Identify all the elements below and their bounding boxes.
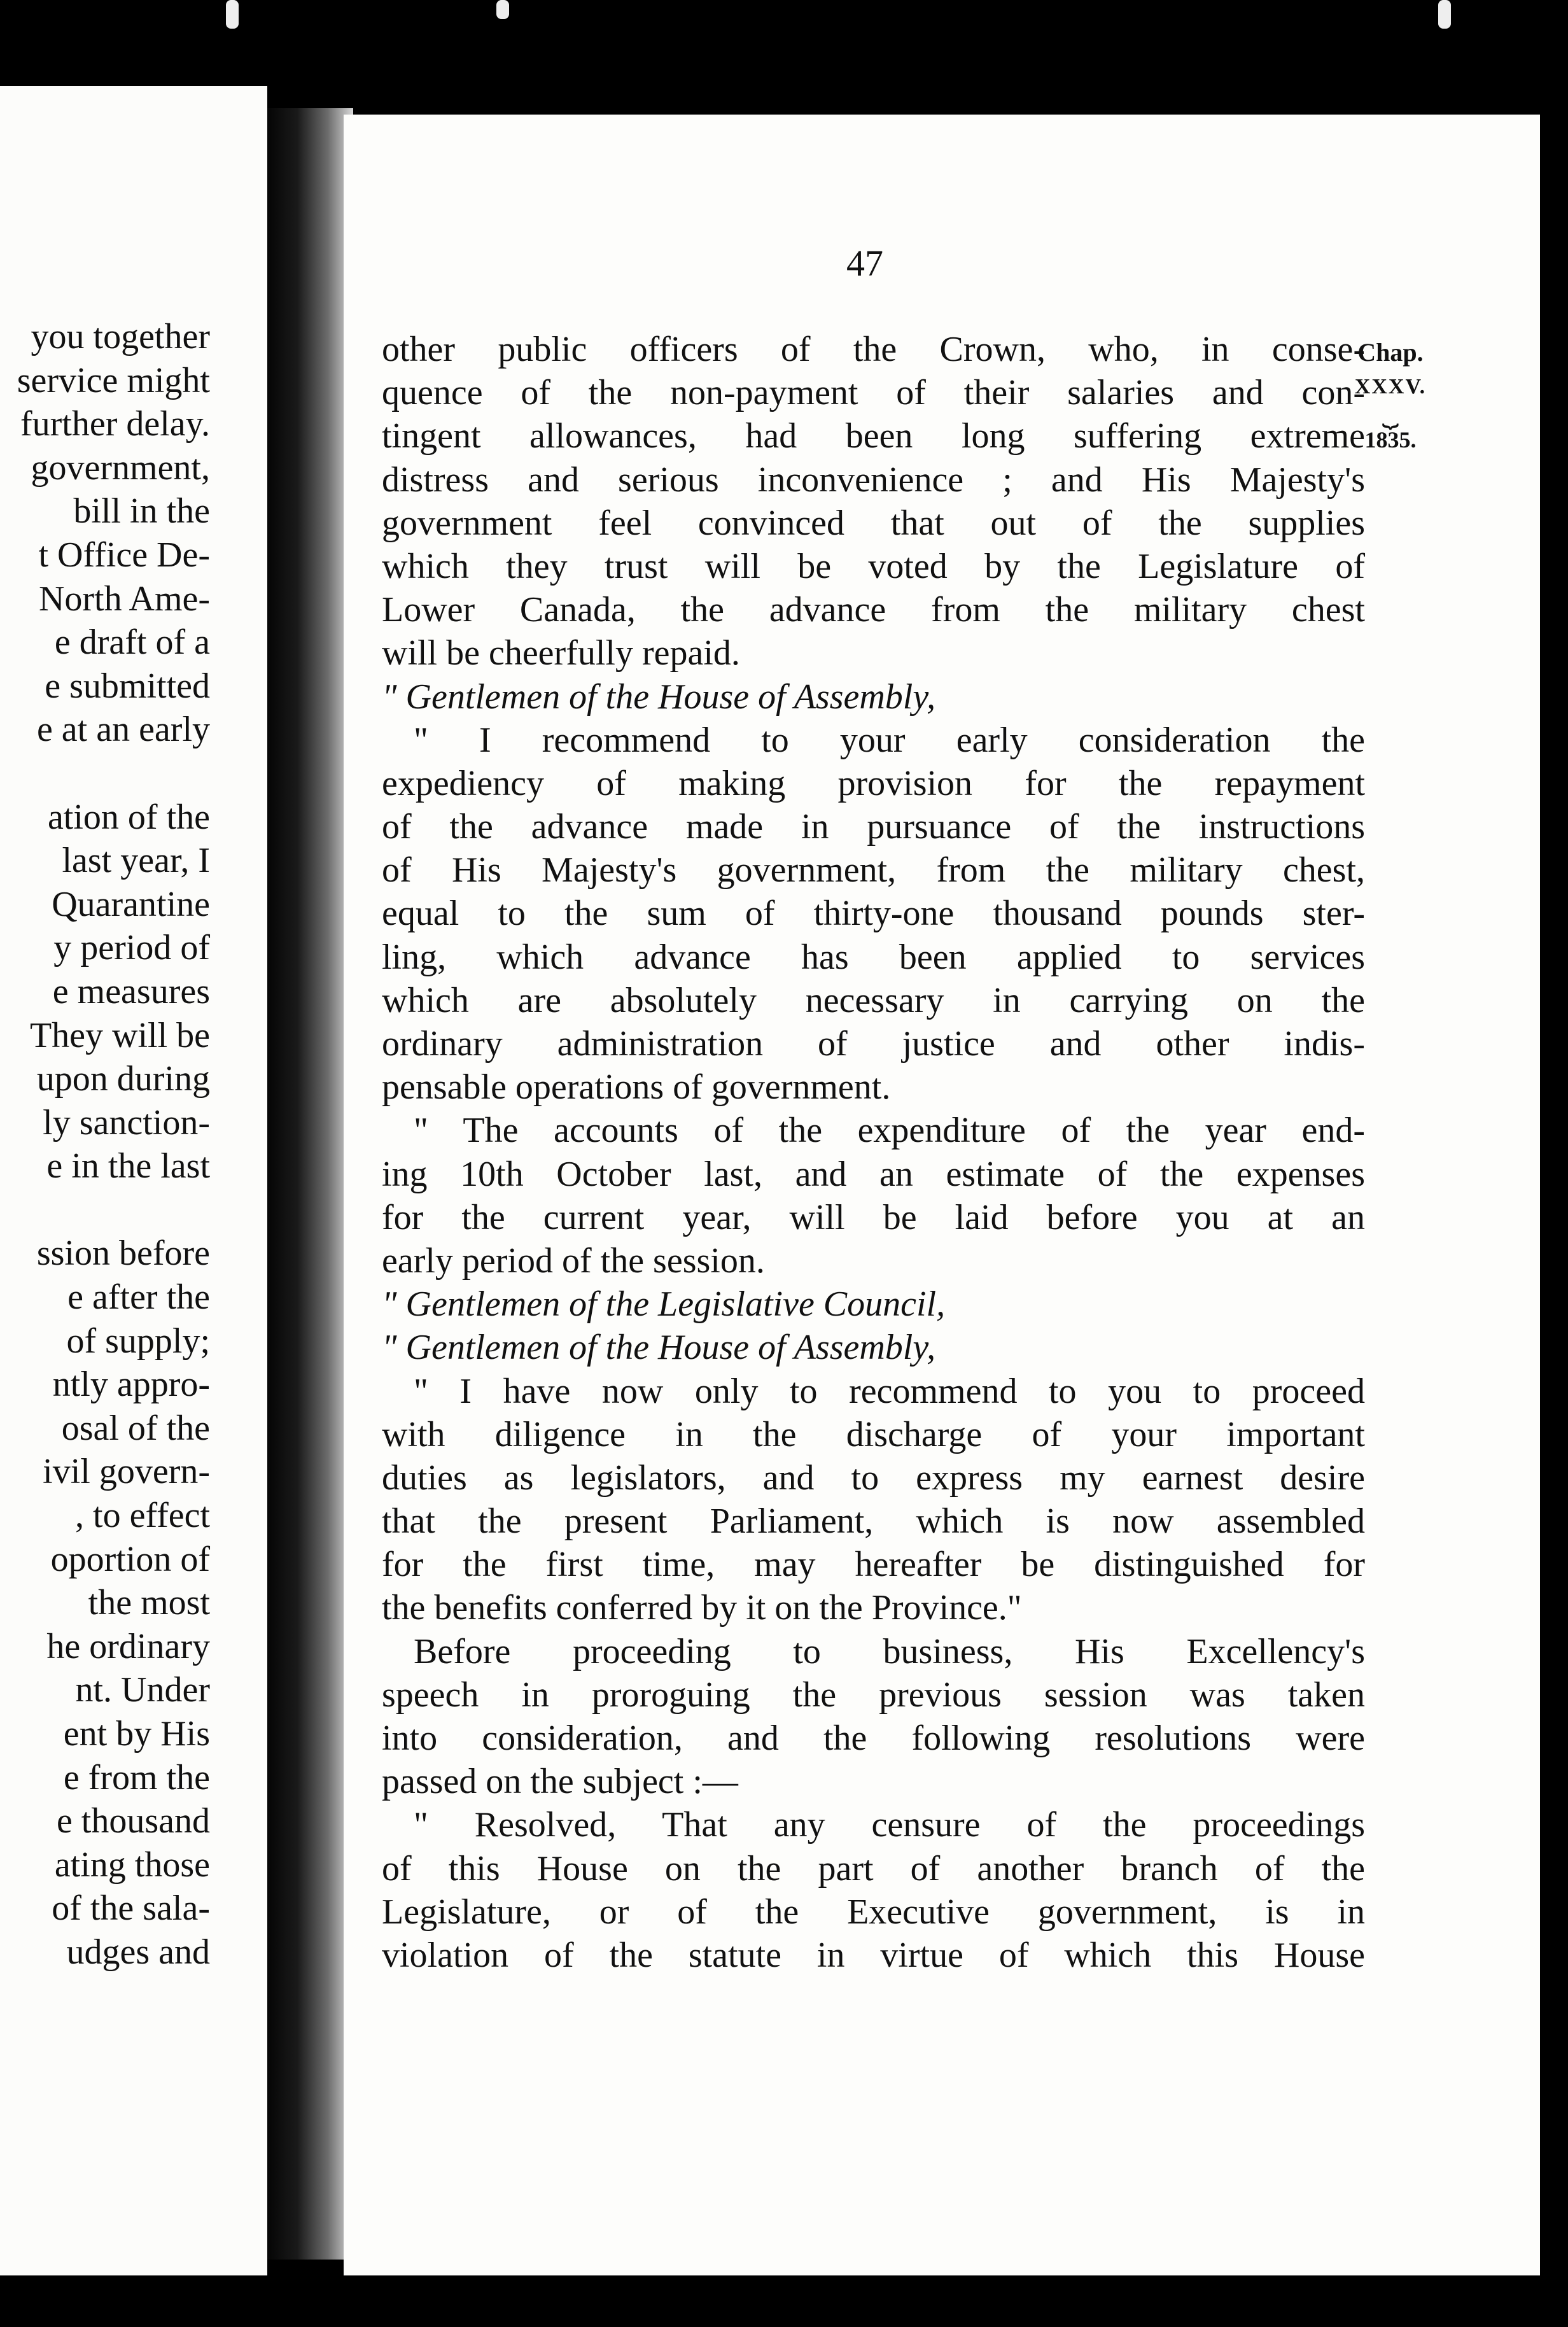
facing-page-line: e from the — [63, 1757, 210, 1797]
facing-page-line: e after the — [67, 1277, 210, 1318]
scan-mark — [1438, 0, 1451, 29]
text-line: ling, which advance has been applied to services — [382, 937, 1365, 977]
facing-page-line: , to effect — [75, 1496, 210, 1536]
facing-page-line: y period of — [53, 928, 210, 968]
facing-page-line: he ordinary — [46, 1626, 210, 1666]
margin-note-brace: ⏟ — [1382, 397, 1399, 428]
facing-page-line: nt. Under — [75, 1670, 210, 1710]
margin-note-chapter-number: XXXV. — [1354, 375, 1427, 398]
facing-page-line: ivil govern- — [43, 1452, 210, 1492]
text-line: with diligence in the discharge of your important — [382, 1414, 1365, 1454]
text-line: for the current year, will be laid before you at an — [382, 1197, 1365, 1237]
text-line: " Gentlemen of the Legislative Council, — [382, 1284, 946, 1325]
text-line: equal to the sum of thirty-one thousand pounds ster- — [382, 894, 1365, 934]
text-line: the benefits conferred by it on the Province." — [382, 1588, 1022, 1628]
text-line: expediency of making provision for the repayment — [382, 763, 1365, 803]
book-gutter — [267, 108, 353, 2260]
text-line: violation of the statute in virtue of which this House — [382, 1935, 1365, 1975]
facing-page-line: e measures — [52, 971, 210, 1011]
facing-page-line: bill in the — [73, 491, 210, 531]
text-line: into consideration, and the following resolutions were — [382, 1719, 1365, 1758]
text-line: other public officers of the Crown, who, in conse- — [382, 330, 1365, 369]
text-line: which are absolutely necessary in carrying on the — [382, 980, 1365, 1020]
facing-page-line: ation of the — [47, 797, 210, 837]
facing-page-line: They will be — [29, 1015, 210, 1055]
facing-page-line: ly sanction- — [43, 1102, 210, 1142]
facing-page-line: government, — [31, 447, 210, 488]
text-line: of the advance made in pursuance of the instructions — [382, 807, 1365, 847]
facing-page-line: the most — [88, 1583, 210, 1623]
facing-page-line: last year, I — [62, 841, 210, 881]
text-line: distress and serious inconvenience ; and His Majesty's — [382, 460, 1365, 500]
facing-page-line: t Office De- — [38, 535, 210, 575]
facing-page-line: ssion before — [36, 1234, 210, 1274]
text-line: for the first time, may hereafter be distinguished for — [382, 1545, 1365, 1585]
facing-page-line: e in the last — [46, 1146, 210, 1186]
margin-note — [1343, 334, 1438, 458]
text-line: ing 10th October last, and an estimate of the expenses — [382, 1154, 1365, 1194]
facing-page-line: further delay. — [20, 404, 210, 444]
text-line: will be cheerfully repaid. — [382, 633, 740, 673]
facing-page-line: upon during — [36, 1059, 210, 1099]
text-line: of this House on the part of another branch of the — [382, 1848, 1365, 1888]
text-line: of His Majesty's government, from the military chest, — [382, 850, 1365, 890]
text-line: " The accounts of the expenditure of the year end- — [414, 1111, 1365, 1151]
text-line: which they trust will be voted by the Legislature of — [382, 546, 1365, 586]
scan-mark — [226, 0, 239, 29]
page-number: 47 — [846, 243, 883, 284]
text-line: pensable operations of government. — [382, 1067, 891, 1107]
text-line: " Gentlemen of the House of Assembly, — [382, 1328, 936, 1368]
text-line: tingent allowances, had been long suffering extreme — [382, 416, 1365, 456]
facing-page-line: e thousand — [56, 1801, 210, 1841]
text-line: Before proceeding to business, His Excellency's — [414, 1631, 1365, 1671]
facing-page-line: North Ame- — [38, 579, 210, 619]
text-line: " I recommend to your early consideration the — [414, 720, 1365, 760]
text-line: Legislature, or of the Executive government, is in — [382, 1892, 1365, 1932]
page-body-text — [382, 328, 1365, 1977]
text-line: that the present Parliament, which is now assembled — [382, 1501, 1365, 1542]
text-line: passed on the subject :— — [382, 1762, 738, 1802]
text-line: ordinary administration of justice and other indis- — [382, 1024, 1365, 1064]
margin-note-year: 1835. — [1364, 427, 1417, 453]
facing-page-line: e submitted — [45, 666, 210, 706]
facing-page-line: of supply; — [66, 1321, 210, 1361]
text-line: " I have now only to recommend to you to proceed — [414, 1371, 1365, 1411]
text-line: " Gentlemen of the House of Assembly, — [382, 677, 936, 717]
text-line: early period of the session. — [382, 1241, 765, 1281]
text-line: Lower Canada, the advance from the military chest — [382, 590, 1365, 630]
scan-mark — [496, 0, 509, 19]
facing-page-line: service might — [17, 360, 210, 400]
facing-page-line: udges and — [66, 1932, 210, 1972]
facing-page-line: ntly appro- — [52, 1365, 210, 1405]
margin-note-chapter: Chap. — [1357, 338, 1424, 367]
text-line: speech in proroguing the previous session was taken — [382, 1675, 1365, 1715]
facing-page-line: oportion of — [50, 1539, 210, 1579]
facing-page-line: Quarantine — [52, 884, 210, 924]
facing-page-line: osal of the — [61, 1408, 210, 1448]
facing-page-line: e at an early — [36, 710, 210, 750]
facing-page-line: e draft of a — [54, 622, 210, 663]
facing-page-line: ent by His — [63, 1714, 210, 1754]
facing-page-line: of the sala- — [52, 1888, 210, 1929]
text-line: " Resolved, That any censure of the proceedings — [414, 1805, 1365, 1845]
facing-page-line: ating those — [54, 1845, 210, 1885]
facing-page-line: you together — [31, 317, 210, 356]
text-line: government feel convinced that out of the supplies — [382, 503, 1365, 543]
text-line: quence of the non-payment of their salaries and con- — [382, 373, 1365, 413]
facing-page — [0, 86, 267, 2275]
book-page — [344, 115, 1540, 2275]
text-line: duties as legislators, and to express my earnest desire — [382, 1458, 1365, 1498]
facing-page-text — [0, 315, 210, 1974]
